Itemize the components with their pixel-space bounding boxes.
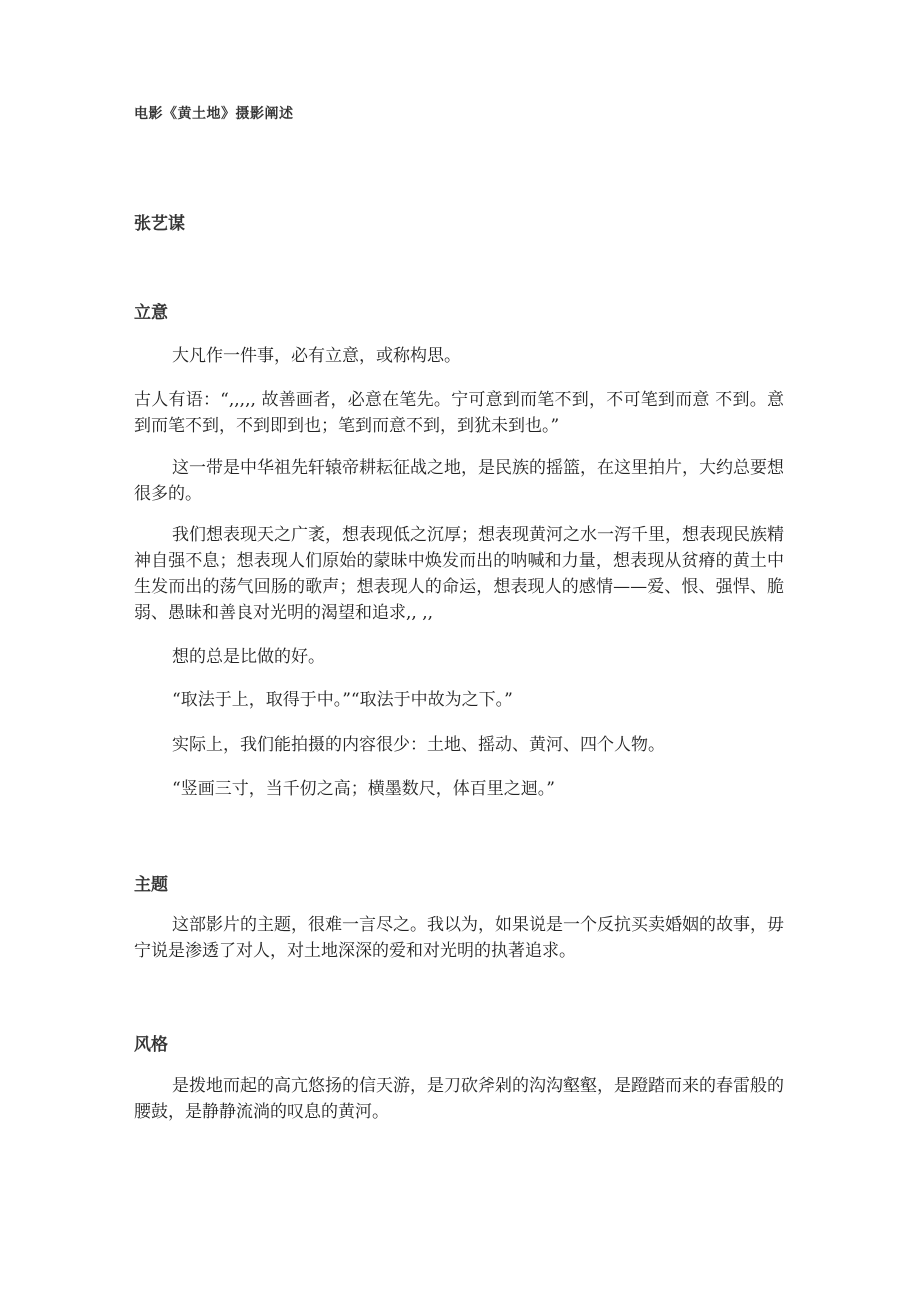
paragraph: 实际上，我们能拍摄的内容很少：土地、摇动、黄河、四个人物。	[172, 735, 665, 755]
paragraph: “竖画三寸，当千仞之高；横墨数尺，体百里之迴。”	[172, 779, 555, 799]
section-heading-fengge: 风格	[134, 1035, 168, 1055]
paragraph: “取法于上，取得于中。”“取法于中故为之下。”	[172, 690, 513, 710]
section-heading-zhuti: 主题	[134, 875, 168, 895]
author-name: 张艺谋	[134, 214, 185, 234]
paragraph: 是拨地而起的高亢悠扬的信天游，是刀砍斧剁的沟沟壑壑，是蹬踏而来的春雷般的腰鼓，是静静流淌的叹息的黄河。	[134, 1076, 784, 1122]
paragraph: 我们想表现天之广袤，想表现低之沉厚；想表现黄河之水一泻千里，想表现民族精神自强不息；想表现人们原始的蒙昧中焕发而出的呐喊和力量，想表现从贫瘠的黄土中生发而出的荡气回肠的歌声；想表现人的命运，想表现人的感情——爱、恨、强悍、脆弱、愚昧和善良对光明的渴望和追求,, ,,	[134, 525, 784, 623]
paragraph: 这一带是中华祖先轩辕帝耕耘征战之地，是民族的摇篮，在这里拍片，大约总要想很多的。	[134, 458, 784, 504]
paragraph: 想的总是比做的好。	[172, 647, 325, 667]
paragraph: 古人有语：“,,,,, 故善画者，必意在笔先。宁可意到而笔不到，不可笔到而意 不到。意到而笔不到，不到即到也；笔到而意不到，到犹未到也。”	[134, 390, 784, 436]
paragraph: 这部影片的主题，很难一言尽之。我以为，如果说是一个反抗买卖婚姻的故事，毋宁说是渗透了对人，对土地深深的爱和对光明的执著追求。	[134, 915, 784, 961]
document-title: 电影《黄土地》摄影阐述	[134, 106, 294, 122]
paragraph: 大凡作一件事，必有立意，或称构思。	[172, 346, 461, 366]
section-heading-liyi: 立意	[134, 303, 168, 323]
